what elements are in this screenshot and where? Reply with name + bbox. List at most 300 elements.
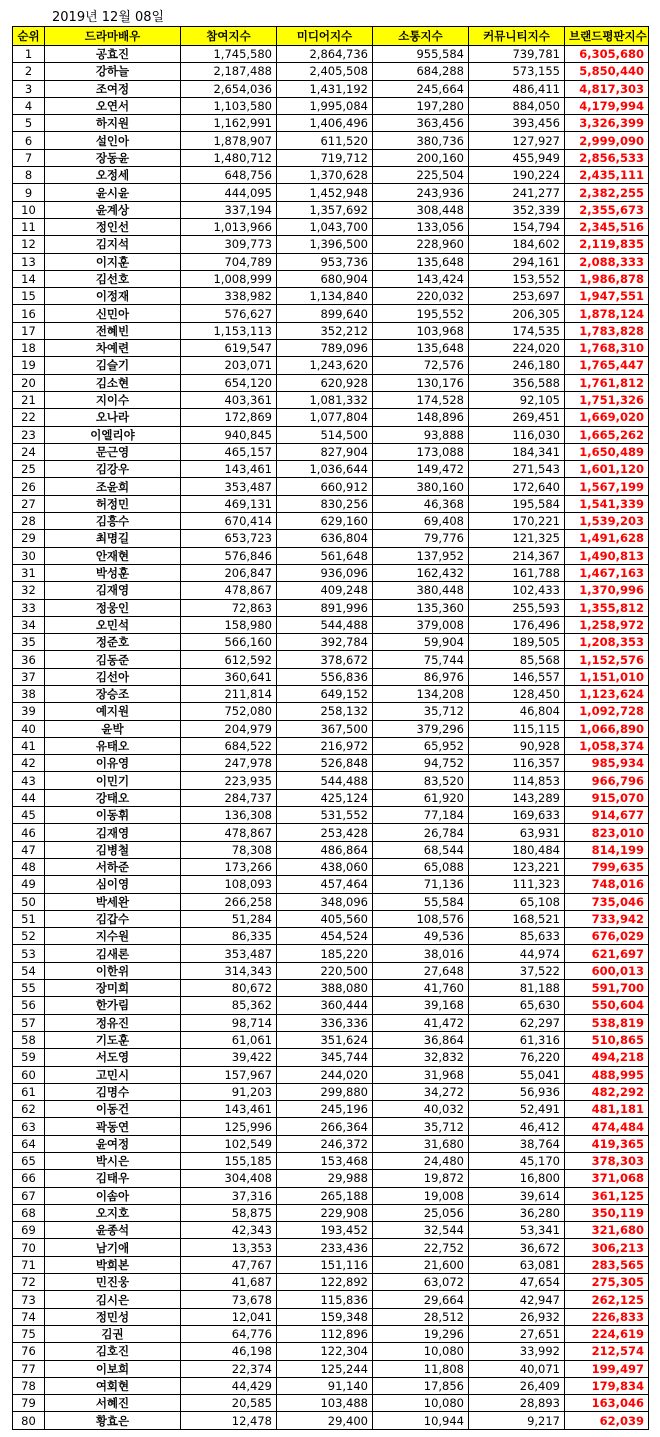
media-cell: 345,744: [277, 1049, 373, 1066]
participation-cell: 566,160: [181, 634, 277, 651]
media-cell: 266,364: [277, 1118, 373, 1135]
brand-index-cell: 2,999,090: [565, 132, 649, 149]
rank-cell: 40: [13, 720, 45, 737]
community-cell: 123,221: [469, 858, 565, 875]
community-cell: 111,323: [469, 876, 565, 893]
participation-cell: 13,353: [181, 1239, 277, 1256]
brand-index-cell: 321,680: [565, 1222, 649, 1239]
brand-index-cell: 2,355,673: [565, 201, 649, 218]
community-cell: 81,188: [469, 980, 565, 997]
media-cell: 827,904: [277, 443, 373, 460]
rank-cell: 22: [13, 409, 45, 426]
media-cell: 220,500: [277, 962, 373, 979]
table-row: [13, 495, 649, 512]
actor-name-cell: 안재현: [45, 547, 181, 564]
table-row: [13, 962, 649, 979]
community-cell: 63,931: [469, 824, 565, 841]
communication-cell: 86,976: [373, 668, 469, 685]
participation-cell: 64,776: [181, 1325, 277, 1342]
participation-cell: 42,343: [181, 1222, 277, 1239]
media-cell: 611,520: [277, 132, 373, 149]
table-row: [13, 46, 649, 63]
actor-name-cell: 김재영: [45, 824, 181, 841]
media-cell: 680,904: [277, 270, 373, 287]
brand-index-cell: 1,665,262: [565, 426, 649, 443]
media-cell: 438,060: [277, 858, 373, 875]
media-cell: 253,428: [277, 824, 373, 841]
actor-name-cell: 이지훈: [45, 253, 181, 270]
participation-cell: 670,414: [181, 513, 277, 530]
table-row: [13, 478, 649, 495]
table-row: [13, 720, 649, 737]
table-row: [13, 1204, 649, 1221]
rank-cell: 52: [13, 928, 45, 945]
communication-cell: 143,424: [373, 270, 469, 287]
brand-index-cell: 482,292: [565, 1083, 649, 1100]
community-cell: 168,521: [469, 910, 565, 927]
media-cell: 352,212: [277, 322, 373, 339]
brand-index-cell: 1,058,374: [565, 737, 649, 754]
brand-index-cell: 591,700: [565, 980, 649, 997]
rank-cell: 54: [13, 962, 45, 979]
media-cell: 561,648: [277, 547, 373, 564]
media-cell: 1,431,192: [277, 80, 373, 97]
rank-cell: 60: [13, 1066, 45, 1083]
community-cell: 573,155: [469, 63, 565, 80]
community-cell: 39,614: [469, 1187, 565, 1204]
rank-cell: 72: [13, 1274, 45, 1291]
participation-cell: 86,335: [181, 928, 277, 945]
participation-cell: 752,080: [181, 703, 277, 720]
media-cell: 1,134,840: [277, 288, 373, 305]
communication-cell: 174,528: [373, 391, 469, 408]
communication-cell: 134,208: [373, 685, 469, 702]
rank-cell: 3: [13, 80, 45, 97]
participation-cell: 353,487: [181, 945, 277, 962]
actor-name-cell: 김태우: [45, 1170, 181, 1187]
media-cell: 953,736: [277, 253, 373, 270]
table-row: [13, 218, 649, 235]
table-row: [13, 340, 649, 357]
rank-cell: 79: [13, 1395, 45, 1412]
actor-name-cell: 여회현: [45, 1377, 181, 1394]
brand-index-cell: 4,179,994: [565, 97, 649, 114]
actor-name-cell: 강태오: [45, 789, 181, 806]
rank-cell: 58: [13, 1031, 45, 1048]
rank-cell: 43: [13, 772, 45, 789]
communication-cell: 103,968: [373, 322, 469, 339]
community-cell: 143,289: [469, 789, 565, 806]
rank-cell: 49: [13, 876, 45, 893]
media-cell: 2,864,736: [277, 46, 373, 63]
rank-cell: 44: [13, 789, 45, 806]
table-row: [13, 461, 649, 478]
brand-index-cell: 1,370,996: [565, 582, 649, 599]
brand-index-cell: 62,039: [565, 1412, 649, 1429]
table-row: [13, 807, 649, 824]
actor-name-cell: 이유영: [45, 755, 181, 772]
community-cell: 114,853: [469, 772, 565, 789]
table-row: [13, 288, 649, 305]
participation-cell: 39,422: [181, 1049, 277, 1066]
participation-cell: 1,878,907: [181, 132, 277, 149]
actor-name-cell: 장승조: [45, 685, 181, 702]
participation-cell: 247,978: [181, 755, 277, 772]
rank-cell: 65: [13, 1153, 45, 1170]
community-cell: 154,794: [469, 218, 565, 235]
community-cell: 27,651: [469, 1325, 565, 1342]
rank-cell: 62: [13, 1101, 45, 1118]
participation-cell: 58,875: [181, 1204, 277, 1221]
actor-name-cell: 신민아: [45, 305, 181, 322]
communication-cell: 32,832: [373, 1049, 469, 1066]
participation-cell: 612,592: [181, 651, 277, 668]
media-cell: 185,220: [277, 945, 373, 962]
communication-cell: 39,168: [373, 997, 469, 1014]
table-row: [13, 1101, 649, 1118]
actor-name-cell: 조여정: [45, 80, 181, 97]
rank-cell: 31: [13, 564, 45, 581]
participation-cell: 309,773: [181, 236, 277, 253]
media-cell: 1,396,500: [277, 236, 373, 253]
rank-cell: 5: [13, 115, 45, 132]
communication-cell: 137,952: [373, 547, 469, 564]
actor-name-cell: 윤시윤: [45, 184, 181, 201]
rank-cell: 9: [13, 184, 45, 201]
table-row: [13, 1343, 649, 1360]
actor-name-cell: 고민시: [45, 1066, 181, 1083]
actor-name-cell: 이정재: [45, 288, 181, 305]
communication-cell: 40,032: [373, 1101, 469, 1118]
actor-name-cell: 서혜진: [45, 1395, 181, 1412]
table-row: [13, 928, 649, 945]
media-cell: 367,500: [277, 720, 373, 737]
brand-index-cell: 6,305,680: [565, 46, 649, 63]
actor-name-cell: 전혜빈: [45, 322, 181, 339]
rank-cell: 13: [13, 253, 45, 270]
communication-cell: 243,936: [373, 184, 469, 201]
participation-cell: 1,103,580: [181, 97, 277, 114]
actor-name-cell: 조윤희: [45, 478, 181, 495]
actor-name-cell: 차예련: [45, 340, 181, 357]
participation-cell: 284,737: [181, 789, 277, 806]
actor-name-cell: 김소현: [45, 374, 181, 391]
brand-index-cell: 1,650,489: [565, 443, 649, 460]
community-cell: 47,654: [469, 1274, 565, 1291]
actor-name-cell: 김권: [45, 1325, 181, 1342]
rank-cell: 50: [13, 893, 45, 910]
table-row: [13, 547, 649, 564]
communication-cell: 55,584: [373, 893, 469, 910]
rank-cell: 45: [13, 807, 45, 824]
brand-index-cell: 676,029: [565, 928, 649, 945]
table-row: [13, 149, 649, 166]
header-brand-index: 브랜드평판지수: [565, 27, 649, 46]
communication-cell: 31,680: [373, 1135, 469, 1152]
brand-index-cell: 1,986,878: [565, 270, 649, 287]
table-row: [13, 841, 649, 858]
participation-cell: 223,935: [181, 772, 277, 789]
community-cell: 116,030: [469, 426, 565, 443]
community-cell: 36,672: [469, 1239, 565, 1256]
rank-cell: 68: [13, 1204, 45, 1221]
community-cell: 195,584: [469, 495, 565, 512]
actor-name-cell: 정인선: [45, 218, 181, 235]
rank-cell: 48: [13, 858, 45, 875]
communication-cell: 173,088: [373, 443, 469, 460]
actor-name-cell: 정웅인: [45, 599, 181, 616]
table-row: [13, 253, 649, 270]
brand-index-cell: 621,697: [565, 945, 649, 962]
community-cell: 33,992: [469, 1343, 565, 1360]
media-cell: 891,996: [277, 599, 373, 616]
communication-cell: 22,752: [373, 1239, 469, 1256]
brand-index-cell: 1,467,163: [565, 564, 649, 581]
participation-cell: 266,258: [181, 893, 277, 910]
community-cell: 189,505: [469, 634, 565, 651]
rank-cell: 27: [13, 495, 45, 512]
community-cell: 241,277: [469, 184, 565, 201]
participation-cell: 41,687: [181, 1274, 277, 1291]
community-cell: 253,697: [469, 288, 565, 305]
participation-cell: 465,157: [181, 443, 277, 460]
community-cell: 46,412: [469, 1118, 565, 1135]
brand-index-cell: 1,783,828: [565, 322, 649, 339]
communication-cell: 133,056: [373, 218, 469, 235]
participation-cell: 653,723: [181, 530, 277, 547]
participation-cell: 73,678: [181, 1291, 277, 1308]
rank-cell: 41: [13, 737, 45, 754]
participation-cell: 72,863: [181, 599, 277, 616]
brand-index-cell: 212,574: [565, 1343, 649, 1360]
media-cell: 2,405,508: [277, 63, 373, 80]
header-community-index: 커뮤니티지수: [469, 27, 565, 46]
table-row: [13, 858, 649, 875]
participation-cell: 143,461: [181, 461, 277, 478]
communication-cell: 11,808: [373, 1360, 469, 1377]
communication-cell: 49,536: [373, 928, 469, 945]
table-row: [13, 409, 649, 426]
brand-index-cell: 224,619: [565, 1325, 649, 1342]
communication-cell: 25,056: [373, 1204, 469, 1221]
actor-name-cell: 이동건: [45, 1101, 181, 1118]
table-row: [13, 1274, 649, 1291]
rank-cell: 1: [13, 46, 45, 63]
actor-name-cell: 김병철: [45, 841, 181, 858]
actor-name-cell: 서하준: [45, 858, 181, 875]
actor-name-cell: 김갑수: [45, 910, 181, 927]
actor-name-cell: 정민성: [45, 1308, 181, 1325]
rank-cell: 21: [13, 391, 45, 408]
brand-index-cell: 1,761,812: [565, 374, 649, 391]
table-row: [13, 426, 649, 443]
table-row: [13, 167, 649, 184]
brand-index-cell: 1,151,010: [565, 668, 649, 685]
rank-cell: 4: [13, 97, 45, 114]
rank-cell: 39: [13, 703, 45, 720]
communication-cell: 72,576: [373, 357, 469, 374]
communication-cell: 379,008: [373, 616, 469, 633]
communication-cell: 68,544: [373, 841, 469, 858]
actor-name-cell: 윤종석: [45, 1222, 181, 1239]
rank-cell: 34: [13, 616, 45, 633]
table-row: [13, 703, 649, 720]
table-row: [13, 322, 649, 339]
communication-cell: 26,784: [373, 824, 469, 841]
brand-index-cell: 2,856,533: [565, 149, 649, 166]
brand-index-cell: 283,565: [565, 1256, 649, 1273]
participation-cell: 20,585: [181, 1395, 277, 1412]
communication-cell: 41,760: [373, 980, 469, 997]
participation-cell: 22,374: [181, 1360, 277, 1377]
communication-cell: 149,472: [373, 461, 469, 478]
table-row: [13, 685, 649, 702]
media-cell: 229,908: [277, 1204, 373, 1221]
media-cell: 388,080: [277, 980, 373, 997]
media-cell: 620,928: [277, 374, 373, 391]
brand-index-cell: 488,995: [565, 1066, 649, 1083]
communication-cell: 135,360: [373, 599, 469, 616]
brand-index-cell: 226,833: [565, 1308, 649, 1325]
rank-cell: 26: [13, 478, 45, 495]
rank-cell: 18: [13, 340, 45, 357]
brand-index-cell: 1,539,203: [565, 513, 649, 530]
participation-cell: 157,967: [181, 1066, 277, 1083]
community-cell: 246,180: [469, 357, 565, 374]
community-cell: 36,280: [469, 1204, 565, 1221]
community-cell: 127,927: [469, 132, 565, 149]
communication-cell: 684,288: [373, 63, 469, 80]
communication-cell: 27,648: [373, 962, 469, 979]
community-cell: 174,535: [469, 322, 565, 339]
community-cell: 65,630: [469, 997, 565, 1014]
rank-cell: 35: [13, 634, 45, 651]
brand-index-cell: 1,123,624: [565, 685, 649, 702]
communication-cell: 93,888: [373, 426, 469, 443]
communication-cell: 75,744: [373, 651, 469, 668]
table-row: [13, 1308, 649, 1325]
brand-index-cell: 179,834: [565, 1377, 649, 1394]
community-cell: 206,305: [469, 305, 565, 322]
table-row: [13, 63, 649, 80]
media-cell: 91,140: [277, 1377, 373, 1394]
table-row: [13, 1118, 649, 1135]
rank-cell: 74: [13, 1308, 45, 1325]
actor-name-cell: 오나라: [45, 409, 181, 426]
table-row: [13, 634, 649, 651]
rank-cell: 8: [13, 167, 45, 184]
rank-cell: 47: [13, 841, 45, 858]
brand-index-cell: 2,088,333: [565, 253, 649, 270]
participation-cell: 648,756: [181, 167, 277, 184]
community-cell: 102,433: [469, 582, 565, 599]
community-cell: 9,217: [469, 1412, 565, 1429]
communication-cell: 34,272: [373, 1083, 469, 1100]
media-cell: 1,036,644: [277, 461, 373, 478]
brand-index-cell: 481,181: [565, 1101, 649, 1118]
participation-cell: 211,814: [181, 685, 277, 702]
media-cell: 1,370,628: [277, 167, 373, 184]
communication-cell: 108,576: [373, 910, 469, 927]
participation-cell: 2,187,488: [181, 63, 277, 80]
brand-reputation-table: [12, 26, 649, 1430]
brand-index-cell: 510,865: [565, 1031, 649, 1048]
actor-name-cell: 박세완: [45, 893, 181, 910]
actor-name-cell: 이동휘: [45, 807, 181, 824]
table-row: [13, 1291, 649, 1308]
actor-name-cell: 황효은: [45, 1412, 181, 1429]
communication-cell: 83,520: [373, 772, 469, 789]
communication-cell: 380,736: [373, 132, 469, 149]
communication-cell: 245,664: [373, 80, 469, 97]
participation-cell: 576,846: [181, 547, 277, 564]
community-cell: 214,367: [469, 547, 565, 564]
brand-index-cell: 163,046: [565, 1395, 649, 1412]
actor-name-cell: 오민석: [45, 616, 181, 633]
community-cell: 92,105: [469, 391, 565, 408]
communication-cell: 197,280: [373, 97, 469, 114]
media-cell: 125,244: [277, 1360, 373, 1377]
rank-cell: 71: [13, 1256, 45, 1273]
participation-cell: 91,203: [181, 1083, 277, 1100]
header-communication-index: 소통지수: [373, 27, 469, 46]
participation-cell: 1,480,712: [181, 149, 277, 166]
media-cell: 299,880: [277, 1083, 373, 1100]
participation-cell: 47,767: [181, 1256, 277, 1273]
communication-cell: 10,080: [373, 1343, 469, 1360]
communication-cell: 35,712: [373, 703, 469, 720]
brand-index-cell: 1,490,813: [565, 547, 649, 564]
actor-name-cell: 오연서: [45, 97, 181, 114]
table-row: [13, 115, 649, 132]
community-cell: 115,115: [469, 720, 565, 737]
brand-index-cell: 1,258,972: [565, 616, 649, 633]
rank-cell: 2: [13, 63, 45, 80]
rank-cell: 16: [13, 305, 45, 322]
media-cell: 265,188: [277, 1187, 373, 1204]
community-cell: 121,325: [469, 530, 565, 547]
community-cell: 28,893: [469, 1395, 565, 1412]
communication-cell: 380,160: [373, 478, 469, 495]
media-cell: 244,020: [277, 1066, 373, 1083]
rank-cell: 80: [13, 1412, 45, 1429]
brand-index-cell: 4,817,303: [565, 80, 649, 97]
table-row: [13, 737, 649, 754]
actor-name-cell: 지이수: [45, 391, 181, 408]
table-row: [13, 1031, 649, 1048]
communication-cell: 41,472: [373, 1014, 469, 1031]
table-row: [13, 668, 649, 685]
table-row: [13, 97, 649, 114]
media-cell: 936,096: [277, 564, 373, 581]
header-rank: 순위: [13, 27, 45, 46]
media-cell: 1,077,804: [277, 409, 373, 426]
participation-cell: 44,429: [181, 1377, 277, 1394]
community-cell: 38,764: [469, 1135, 565, 1152]
brand-index-cell: 262,125: [565, 1291, 649, 1308]
actor-name-cell: 한가림: [45, 997, 181, 1014]
media-cell: 360,444: [277, 997, 373, 1014]
media-cell: 454,524: [277, 928, 373, 945]
community-cell: 455,949: [469, 149, 565, 166]
community-cell: 356,588: [469, 374, 565, 391]
media-cell: 1,995,084: [277, 97, 373, 114]
participation-cell: 155,185: [181, 1153, 277, 1170]
actor-name-cell: 박시은: [45, 1153, 181, 1170]
table-row: [13, 1187, 649, 1204]
media-cell: 719,712: [277, 149, 373, 166]
table-row: [13, 980, 649, 997]
